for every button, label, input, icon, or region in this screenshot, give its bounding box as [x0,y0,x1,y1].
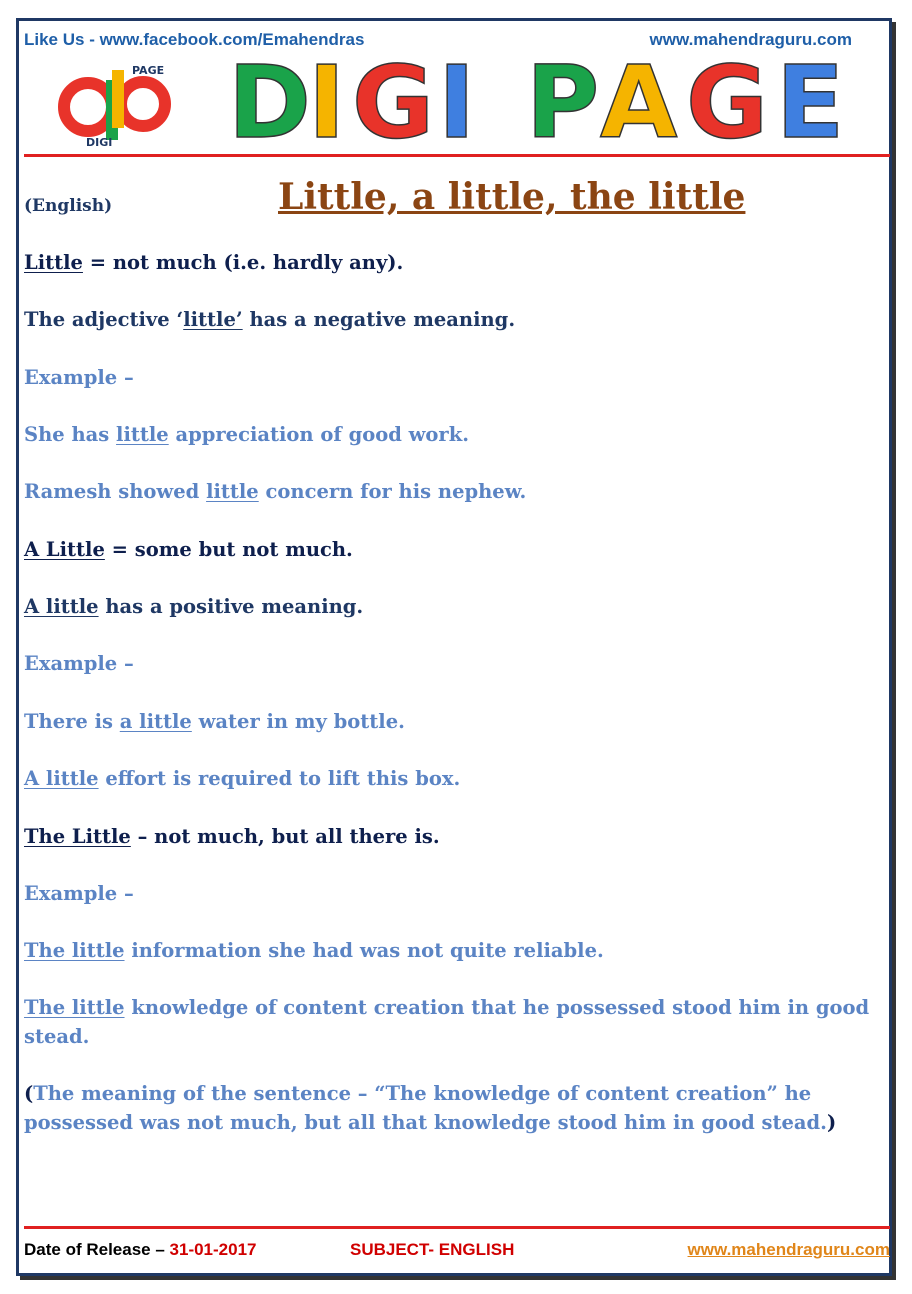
banner-letter: P [526,55,600,145]
header-top [24,30,852,50]
explanation-note: (The meaning of the sentence – “The knowledge of content creation” he possessed was not much, but all that knowledge stood him in good stead.) [24,1082,837,1134]
example-line: The little knowledge of content creation that he possessed stood him in good stead. [24,996,870,1048]
example-line: The little information she had was not quite reliable. [24,939,604,962]
banner-letter: E [776,55,845,145]
example-line: Ramesh showed little concern for his nephew. [24,480,527,503]
example-line: There is a little water in my bottle. [24,710,405,733]
site-link-footer[interactable]: www.mahendraguru.com [687,1240,890,1259]
banner-letter: I [308,55,346,145]
facebook-link[interactable]: Like Us - www.facebook.com/Emahendras [24,30,365,49]
definition-line: A Little = some but not much. [24,538,353,561]
banner-letter: G [686,55,769,145]
example-heading: Example – [24,652,134,675]
example-heading: Example – [24,882,134,905]
release-date-label: Date of Release [24,1240,151,1259]
banner-letter: I [438,55,476,145]
digi-page-banner [228,55,858,145]
logo-text-page: PAGE [132,64,165,77]
header-divider [24,154,890,157]
definition-line: Little = not much (i.e. hardly any). [24,251,404,274]
definition-line: The Little – not much, but all there is. [24,825,440,848]
banner-letter: G [352,55,435,145]
logo-text-digi: DIGI [86,136,113,148]
meaning-line: The adjective ‘little’ has a negative meaning. [24,308,516,331]
digi-page-logo [48,62,178,148]
banner-letter: A [600,55,678,145]
page-title: Little, a little, the little [278,176,746,218]
site-link-top[interactable]: www.mahendraguru.com [649,30,852,49]
subject-tag: (English) [24,196,113,216]
subject-label: SUBJECT- ENGLISH [350,1240,515,1259]
example-heading: Example – [24,366,134,389]
example-line: A little effort is required to lift this box. [24,767,461,790]
banner-letter: D [228,55,312,145]
release-date-value: 31-01-2017 [169,1240,257,1259]
footer-divider [24,1226,890,1229]
example-line: She has little appreciation of good work. [24,423,470,446]
meaning-line: A little has a positive meaning. [24,595,364,618]
footer: Date of Release – 31-01-2017 SUBJECT- ENGLISH www.mahendraguru.com [24,1240,890,1259]
